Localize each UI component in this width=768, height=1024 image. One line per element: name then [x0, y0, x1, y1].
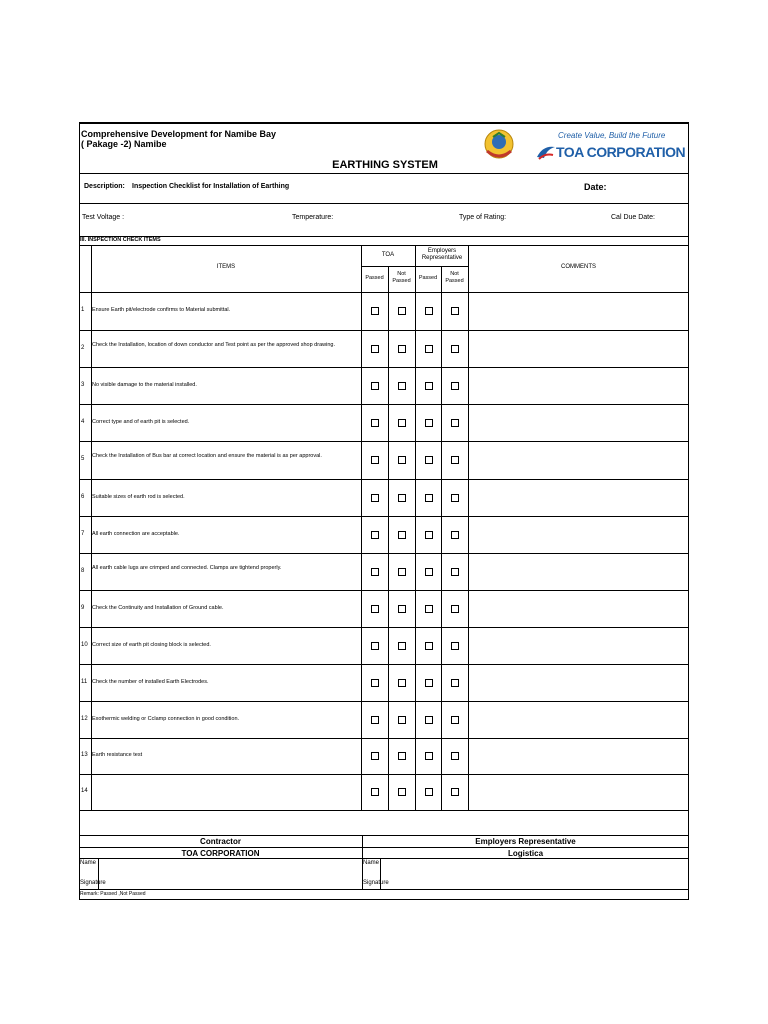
contractor-label: Contractor — [200, 837, 241, 846]
row-number: 10 — [81, 641, 88, 648]
er-not-passed-checkbox[interactable] — [451, 382, 459, 390]
er-passed-checkbox[interactable] — [425, 382, 433, 390]
row-number: 9 — [81, 604, 85, 611]
angola-emblem-icon — [481, 127, 517, 161]
toa-not-passed-checkbox[interactable] — [398, 716, 406, 724]
row-item-text: Exothermic welding or Cclamp connection in good condition. — [92, 715, 240, 722]
comment-cell[interactable] — [469, 368, 688, 403]
toa-not-passed-checkbox[interactable] — [398, 419, 406, 427]
row-number: 11 — [81, 678, 88, 685]
er-not-passed-checkbox[interactable] — [451, 456, 459, 464]
comment-cell[interactable] — [469, 628, 688, 663]
toa-passed-checkbox[interactable] — [371, 456, 379, 464]
toa-not-passed-checkbox[interactable] — [398, 752, 406, 760]
comment-cell[interactable] — [469, 665, 688, 700]
description-value: Inspection Checklist for Installation of Earthing — [132, 183, 290, 190]
comment-cell[interactable] — [469, 554, 688, 589]
toa-passed-checkbox[interactable] — [371, 494, 379, 502]
comment-cell[interactable] — [469, 517, 688, 552]
toa-passed-checkbox[interactable] — [371, 605, 379, 613]
rating-label: Type of Rating: — [459, 214, 507, 221]
company-tagline: Create Value, Build the Future — [558, 131, 666, 140]
date-label: Date: — [584, 182, 607, 192]
toa-not-passed-checkbox[interactable] — [398, 456, 406, 464]
employer-name-field[interactable]: Name — [363, 860, 380, 866]
row-number: 3 — [81, 381, 85, 388]
toa-passed-checkbox[interactable] — [371, 382, 379, 390]
er-not-passed-checkbox[interactable] — [451, 642, 459, 650]
er-passed-checkbox[interactable] — [425, 419, 433, 427]
toa-not-passed-header: Not Passed — [392, 271, 411, 284]
toa-passed-checkbox[interactable] — [371, 345, 379, 353]
toa-not-passed-checkbox[interactable] — [398, 531, 406, 539]
toa-passed-checkbox[interactable] — [371, 642, 379, 650]
comment-cell[interactable] — [469, 702, 688, 737]
row-item-text: Check the number of installed Earth Electrodes. — [92, 678, 209, 685]
test-voltage-label: Test Voltage : — [82, 214, 125, 221]
toa-not-passed-checkbox[interactable] — [398, 568, 406, 576]
row-number: 2 — [81, 344, 85, 351]
toa-not-passed-checkbox[interactable] — [398, 642, 406, 650]
er-passed-checkbox[interactable] — [425, 531, 433, 539]
row-number: 14 — [81, 788, 88, 794]
er-not-passed-checkbox[interactable] — [451, 307, 459, 315]
row-item-text: Check the Installation, location of down conductor and Test point as per the approved shop drawing. — [92, 341, 335, 348]
er-passed-checkbox[interactable] — [425, 752, 433, 760]
er-passed-checkbox[interactable] — [425, 307, 433, 315]
er-passed-checkbox[interactable] — [425, 345, 433, 353]
employer-signature-field[interactable]: Signature — [363, 880, 389, 886]
er-passed-checkbox[interactable] — [425, 788, 433, 796]
row-item-text: Check the Continuity and Installation of Ground cable. — [92, 604, 224, 611]
er-not-passed-header: Not Passed — [445, 271, 464, 284]
er-not-passed-checkbox[interactable] — [451, 345, 459, 353]
toa-passed-checkbox[interactable] — [371, 531, 379, 539]
employer-label: Employers Representative — [475, 837, 576, 846]
er-not-passed-checkbox[interactable] — [451, 679, 459, 687]
row-number: 6 — [81, 493, 85, 500]
toa-passed-checkbox[interactable] — [371, 679, 379, 687]
comment-cell[interactable] — [469, 739, 688, 773]
employers-header: Employers Representative — [421, 248, 463, 261]
toa-not-passed-checkbox[interactable] — [398, 382, 406, 390]
project-title: Comprehensive Development for Namibe Bay — [81, 129, 277, 139]
contractor-name: TOA CORPORATION — [181, 849, 260, 858]
contractor-name-field[interactable]: Name — [80, 860, 97, 866]
toa-passed-checkbox[interactable] — [371, 307, 379, 315]
section-title: III. INSPECTION CHECK ITEMS — [80, 237, 161, 243]
toa-passed-checkbox[interactable] — [371, 716, 379, 724]
comment-cell[interactable] — [469, 480, 688, 515]
toa-header: TOA — [381, 252, 395, 258]
toa-bird-icon — [535, 143, 557, 161]
er-not-passed-checkbox[interactable] — [451, 605, 459, 613]
er-not-passed-checkbox[interactable] — [451, 788, 459, 796]
row-item-text: No visible damage to the material installed. — [92, 381, 197, 388]
er-not-passed-checkbox[interactable] — [451, 752, 459, 760]
toa-not-passed-checkbox[interactable] — [398, 307, 406, 315]
er-passed-header: Passed — [418, 275, 438, 281]
er-passed-checkbox[interactable] — [425, 494, 433, 502]
row-item-text: Suitable sizes of earth rod is selected. — [92, 493, 185, 500]
comments-header: COMMENTS — [561, 264, 596, 270]
er-passed-checkbox[interactable] — [425, 716, 433, 724]
er-not-passed-checkbox[interactable] — [451, 419, 459, 427]
toa-not-passed-checkbox[interactable] — [398, 788, 406, 796]
description-label: Description: — [84, 183, 125, 190]
row-item-text: All earth connection are acceptable. — [92, 530, 180, 537]
row-number: 13 — [81, 752, 88, 758]
temperature-label: Temperature: — [292, 214, 334, 221]
er-passed-checkbox[interactable] — [425, 605, 433, 613]
er-passed-checkbox[interactable] — [425, 568, 433, 576]
row-number: 7 — [81, 530, 85, 537]
comment-cell[interactable] — [469, 591, 688, 626]
toa-not-passed-checkbox[interactable] — [398, 345, 406, 353]
toa-not-passed-checkbox[interactable] — [398, 679, 406, 687]
toa-not-passed-checkbox[interactable] — [398, 494, 406, 502]
cal-due-date-label: Cal Due Date: — [611, 214, 655, 221]
er-not-passed-checkbox[interactable] — [451, 531, 459, 539]
er-passed-checkbox[interactable] — [425, 456, 433, 464]
er-not-passed-checkbox[interactable] — [451, 568, 459, 576]
comment-cell[interactable] — [469, 331, 688, 366]
items-header: ITEMS — [216, 264, 236, 270]
toa-passed-checkbox[interactable] — [371, 419, 379, 427]
row-item-text: Check the Installation of Bus bar at correct location and ensure the material is as per approval. — [92, 453, 322, 459]
toa-passed-checkbox[interactable] — [371, 568, 379, 576]
toa-passed-checkbox[interactable] — [371, 752, 379, 760]
contractor-signature-field[interactable]: Signature — [80, 880, 106, 886]
project-subtitle: ( Pakage -2) Namibe — [81, 139, 167, 149]
employer-name: Logistica — [507, 849, 544, 858]
er-passed-checkbox[interactable] — [425, 679, 433, 687]
page-title: EARTHING SYSTEM — [332, 159, 438, 171]
comment-cell[interactable] — [469, 442, 688, 478]
row-number: 1 — [81, 307, 85, 313]
company-logo: TOA CORPORATION — [556, 144, 686, 160]
toa-passed-checkbox[interactable] — [371, 788, 379, 796]
er-passed-checkbox[interactable] — [425, 642, 433, 650]
comment-cell[interactable] — [469, 405, 688, 440]
row-item-text: Correct size of earth pit closing block is selected. — [92, 641, 211, 648]
toa-passed-header: Passed — [365, 275, 384, 281]
comment-cell[interactable] — [469, 293, 688, 329]
toa-not-passed-checkbox[interactable] — [398, 605, 406, 613]
row-item-text: Earth resistance test — [92, 752, 143, 758]
er-not-passed-checkbox[interactable] — [451, 494, 459, 502]
er-not-passed-checkbox[interactable] — [451, 716, 459, 724]
row-item-text: All earth cable lugs are crimped and connected. Clamps are tightend properly. — [92, 564, 282, 571]
comment-cell[interactable] — [469, 775, 688, 809]
row-number: 12 — [81, 715, 88, 722]
row-number: 4 — [81, 418, 85, 425]
row-number: 8 — [81, 567, 85, 574]
row-item-text: Ensure Earth pit/electrode confirms to Material submittal. — [92, 307, 231, 313]
remark-note: Remark: Passed ,Not Passed — [80, 891, 146, 897]
row-item-text: Correct type and of earth pit is selected. — [92, 418, 190, 425]
row-number: 5 — [81, 456, 85, 462]
